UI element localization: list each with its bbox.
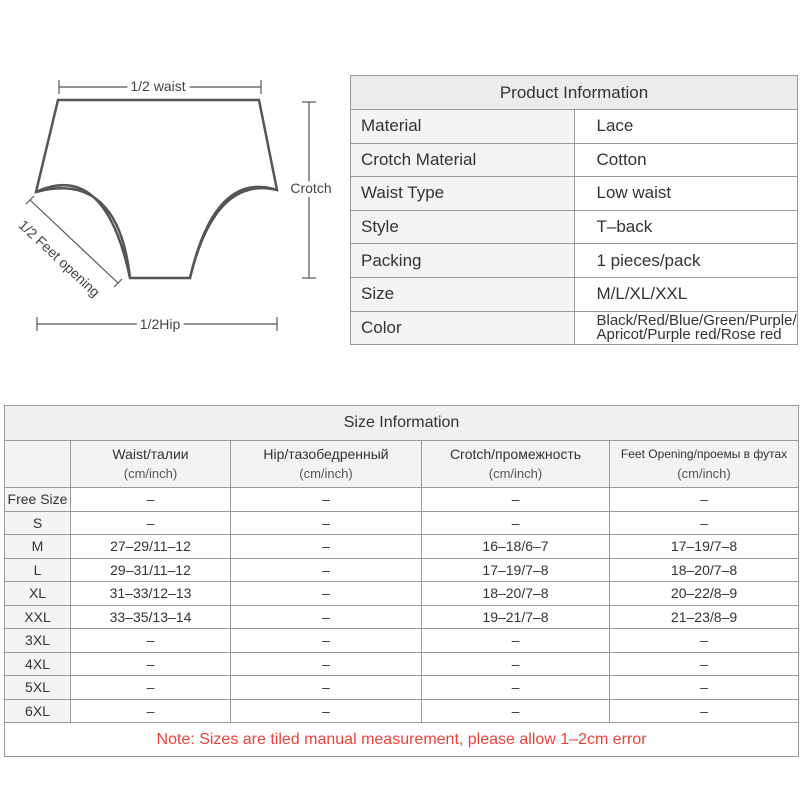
- feet-opening-value: –: [610, 511, 799, 535]
- size-row: [5, 558, 799, 582]
- waist-value: 27–29/11–12: [71, 535, 231, 559]
- product-info-row: [351, 277, 798, 311]
- feet-opening-value: 20–22/8–9: [610, 582, 799, 606]
- feet-opening-value: –: [610, 488, 799, 512]
- product-info-value: Cotton: [574, 143, 798, 177]
- hip-value: –: [231, 488, 422, 512]
- size-label: XXL: [5, 605, 71, 629]
- product-info-value: Black/Red/Blue/Green/Purple/ Apricot/Purple red/Rose red: [574, 311, 798, 345]
- crotch-column-header: [422, 441, 610, 488]
- product-info-key: Material: [351, 110, 575, 144]
- feet-opening-value: 18–20/7–8: [610, 558, 799, 582]
- size-label: 5XL: [5, 676, 71, 700]
- hip-column-name: Hip/тазобедренный: [263, 446, 389, 462]
- crotch-label: Crotch: [290, 180, 332, 196]
- hip-value: –: [231, 582, 422, 606]
- crotch-column-unit: (cm/inch): [488, 466, 543, 481]
- feet-opening-value: –: [610, 676, 799, 700]
- product-info-row: [351, 143, 798, 177]
- waist-value: –: [71, 699, 231, 723]
- waist-value: 29–31/11–12: [71, 558, 231, 582]
- size-row: [5, 629, 799, 653]
- crotch-value: –: [422, 652, 610, 676]
- waist-value: 31–33/12–13: [71, 582, 231, 606]
- size-note-row: [5, 723, 799, 757]
- size-row: [5, 535, 799, 559]
- size-info-title: Size Information: [5, 406, 799, 441]
- size-label: 3XL: [5, 629, 71, 653]
- size-label: L: [5, 558, 71, 582]
- product-info-value: T–back: [574, 210, 798, 244]
- hip-column-unit: (cm/inch): [299, 466, 353, 481]
- product-info-rows: [351, 110, 798, 345]
- size-row: [5, 582, 799, 606]
- size-row: [5, 676, 799, 700]
- size-row: [5, 605, 799, 629]
- feet-opening-value: –: [610, 652, 799, 676]
- size-information-table: [4, 405, 799, 757]
- product-info-row: [351, 311, 798, 345]
- feet-opening-value: 17–19/7–8: [610, 535, 799, 559]
- product-information-table: [350, 75, 798, 345]
- product-info-row: [351, 110, 798, 144]
- waist-value: –: [71, 652, 231, 676]
- hip-value: –: [231, 535, 422, 559]
- half-feet-opening-label: 1/2 Feet opening: [15, 216, 104, 301]
- size-row: [5, 511, 799, 535]
- waist-value: 33–35/13–14: [71, 605, 231, 629]
- size-label: 4XL: [5, 652, 71, 676]
- crotch-value: –: [422, 511, 610, 535]
- product-info-key: Packing: [351, 244, 575, 278]
- size-row: [5, 652, 799, 676]
- crotch-value: –: [422, 676, 610, 700]
- leg-opening-left: [36, 185, 130, 278]
- product-info-key: Crotch Material: [351, 143, 575, 177]
- size-info-rows: [5, 488, 799, 723]
- feet-opening-value: –: [610, 699, 799, 723]
- product-info-title: Product Information: [351, 76, 798, 110]
- product-info-key: Color: [351, 311, 575, 345]
- size-row: [5, 488, 799, 512]
- size-column-header-blank: [5, 441, 71, 488]
- garment-measurement-diagram: [0, 0, 345, 345]
- half-waist-label: 1/2 waist: [130, 78, 186, 94]
- crotch-column-name: Crotch/промежность: [449, 446, 582, 462]
- product-info-key: Size: [351, 277, 575, 311]
- half-hip-label: 1/2Hip: [139, 316, 181, 332]
- crotch-value: –: [422, 488, 610, 512]
- crotch-value: –: [422, 629, 610, 653]
- hip-value: –: [231, 699, 422, 723]
- hip-column-header: [231, 441, 422, 488]
- hip-value: –: [231, 676, 422, 700]
- product-info-value: Lace: [574, 110, 798, 144]
- hip-value: –: [231, 511, 422, 535]
- product-info-value: Low waist: [574, 177, 798, 211]
- panty-outline: [36, 100, 277, 278]
- hip-value: –: [231, 558, 422, 582]
- feet-opening-column-header: [610, 441, 799, 488]
- crotch-value: 18–20/7–8: [422, 582, 610, 606]
- size-label: 6XL: [5, 699, 71, 723]
- size-info-column-header-row: [5, 441, 799, 488]
- feet-opening-value: 21–23/8–9: [610, 605, 799, 629]
- waist-value: –: [71, 511, 231, 535]
- waist-value: –: [71, 629, 231, 653]
- feet-opening-column-unit: (cm/inch): [677, 466, 731, 481]
- waist-value: –: [71, 488, 231, 512]
- feet-opening-column-name: Feet Opening/проемы в футах: [620, 447, 788, 461]
- hip-value: –: [231, 652, 422, 676]
- size-label: Free Size: [5, 488, 71, 512]
- product-info-value: M/L/XL/XXL: [574, 277, 798, 311]
- size-row: [5, 699, 799, 723]
- size-info-title-row: [5, 406, 799, 441]
- hip-value: –: [231, 629, 422, 653]
- crotch-value: 19–21/7–8: [422, 605, 610, 629]
- waist-column-unit: (cm/inch): [123, 466, 178, 481]
- size-label: S: [5, 511, 71, 535]
- size-label: XL: [5, 582, 71, 606]
- product-info-row: [351, 177, 798, 211]
- product-info-row: [351, 210, 798, 244]
- product-info-value: 1 pieces/pack: [574, 244, 798, 278]
- crotch-value: 16–18/6–7: [422, 535, 610, 559]
- waist-value: –: [71, 676, 231, 700]
- waist-column-name: Waist/талии: [112, 446, 189, 462]
- size-label: M: [5, 535, 71, 559]
- measurement-note: Note: Sizes are tiled manual measurement, please allow 1–2cm error: [5, 723, 799, 757]
- product-info-row: [351, 244, 798, 278]
- crotch-value: 17–19/7–8: [422, 558, 610, 582]
- crotch-value: –: [422, 699, 610, 723]
- leg-opening-right: [190, 187, 277, 278]
- product-info-key: Waist Type: [351, 177, 575, 211]
- product-info-key: Style: [351, 210, 575, 244]
- hip-value: –: [231, 605, 422, 629]
- feet-opening-value: –: [610, 629, 799, 653]
- waist-column-header: [71, 441, 231, 488]
- product-info-header-row: [351, 76, 798, 110]
